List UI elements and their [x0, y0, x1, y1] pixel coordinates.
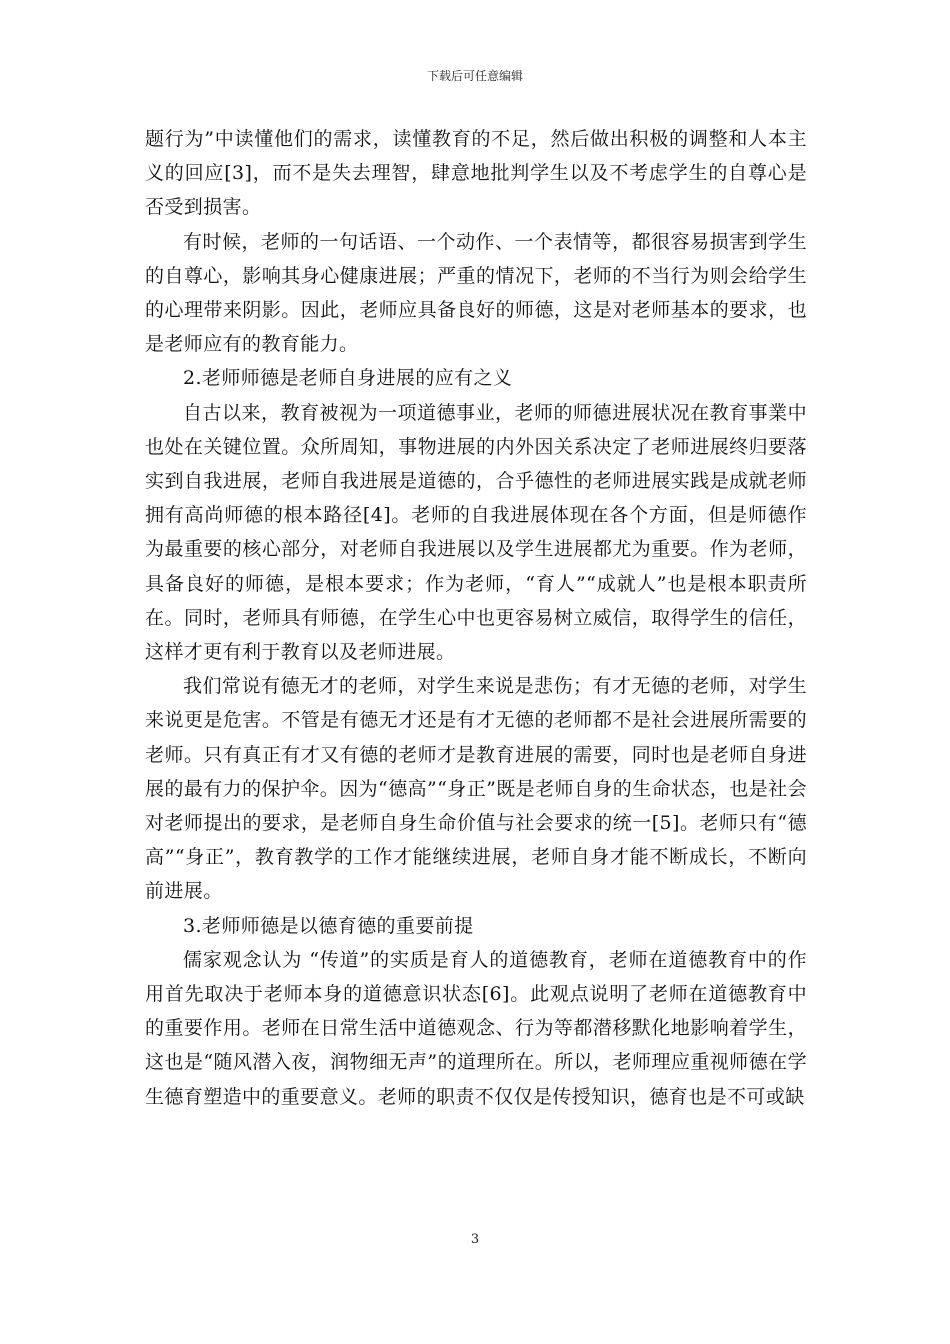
- page-number: 3: [470, 1232, 480, 1247]
- paragraph: 我们常说有德无才的老师，对学生来说是悲伤；有才无德的老师，对学生来说更是危害。不管是有德无才还是有才无德的老师都不是社会进展所需要的老师。只有真正有才又有德的老师才是教育进展的需要，同时也是老师自身进展的最有力的保护伞。因为“德高”“身正”既是老师自身的生命状态，也是社会对老师提出的要求，是老师自身生命价值与社会要求的统一[5]。老师只有“德高”“身正”，教育教学的工作才能继续进展，老师自身才能不断成长，不断向前进展。: [145, 675, 807, 903]
- section-heading: 3.老师师德是以德育德的重要前提: [183, 914, 474, 937]
- page-header: 下载后可任意编辑: [426, 69, 523, 83]
- paragraph-continuation: 题行为”中读懂他们的需求，读懂教育的不足，然后做出积极的调整和人本主义的回应[3]，而不是失去理智，肆意地批判学生以及不考虑学生的自尊心是否受到损害。: [145, 128, 807, 219]
- paragraph: 有时候，老师的一句话语、一个动作、一个表情等，都很容易损害到学生的自尊心，影响其身心健康进展；严重的情况下，老师的不当行为则会给学生的心理带来阴影。因此，老师应具备良好的师德，这是对老师基本的要求，也是老师应有的教育能力。: [145, 230, 807, 356]
- paragraph: 自古以来，教育被视为一项道德事业，老师的师德进展状况在教育事業中也处在关键位置。众所周知，事物进展的内外因关系决定了老师进展终归要落实到自我进展，老师自我进展是道德的，合乎德性的老师进展实践是成就老师拥有高尚师德的根本路径[4]。老师的自我进展体现在各个方面，但是师德作为最重要的核心部分，对老师自我进展以及学生进展都尤为重要。作为老师，具备良好的师德，是根本要求；作为老师，“育人”“成就人”也是根本职责所在。同时，老师具有师德，在学生心中也更容易树立威信，取得学生的信任，这样才更有利于教育以及老师进展。: [145, 401, 807, 664]
- paragraph: 儒家观念认为 “传道”的实质是育人的道德教育，老师在道德教育中的作用首先取决于老师本身的道德意识状态[6]。此观点说明了老师在道德教育中的重要作用。老师在日常生活中道德观念、行为等都潜移默化地影响着学生，这也是“随风潜入夜，润物细无声”的道理所在。所以，老师理应重视师德在学生德育塑造中的重要意义。老师的职责不仅仅是传授知识，德育也是不可或缺: [145, 948, 807, 1108]
- document-body: [145, 122, 807, 1114]
- section-heading: 2.老师师德是老师自身进展的应有之义: [183, 367, 513, 390]
